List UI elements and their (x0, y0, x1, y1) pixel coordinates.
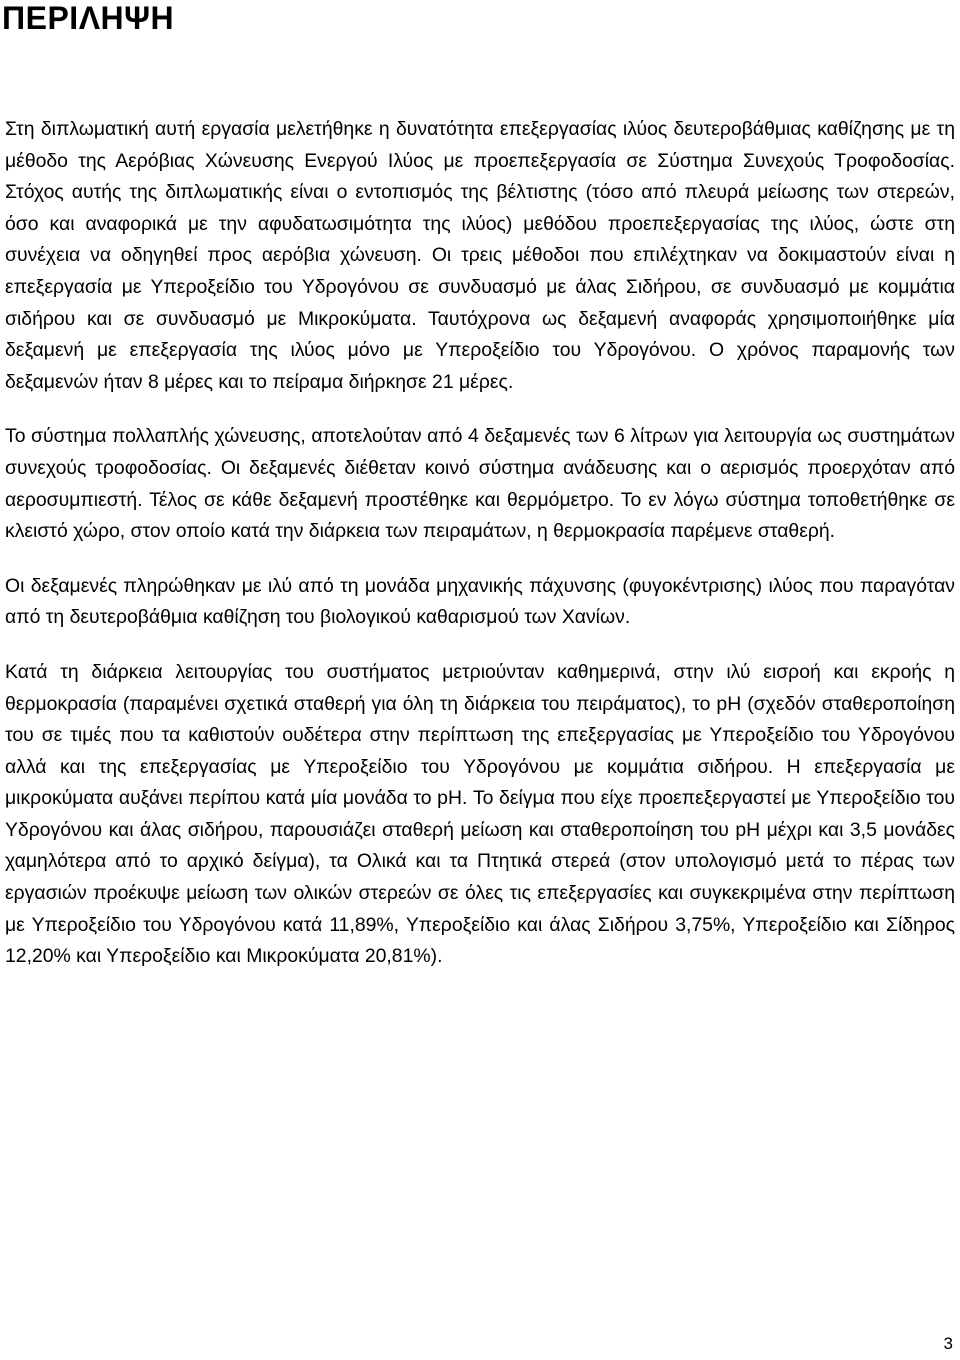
page-title: ΠΕΡΙΛΗΨΗ (2, 0, 175, 36)
page-number: 3 (943, 1334, 953, 1353)
paragraph-4: Κατά τη διάρκεια λειτουργίας του συστήματος μετριούνταν καθημερινά, στην ιλύ εισροή και εκροής η θερμοκρασία (παραμένει σχετικά σταθερή για όλη τη διάρκεια του πειράματος), το pH (σχεδόν σταθεροποίηση του σε τιμές που τα καθιστούν ουδέτερα στην περίπτωση της επεξεργασίας με Υπεροξείδιο του Υδρογόνου αλλά και της επεξεργασίας με Υπεροξείδιο του Υδρογόνου με κομμάτια σιδήρου. Η επεξεργασία με μικροκύματα αυξάνει περίπου κατά μία μονάδα το pH. Το δείγμα που είχε προεπεξεργαστεί με Υπεροξείδιο του Υδρογόνου και άλας σιδήρου, παρουσιάζει σταθερή μείωση και σταθεροποίηση του pH μέχρι και 3,5 μονάδες χαμηλότερα από το αρχικό δείγμα), τα Ολικά και τα Πτητικά στερεά (στον υπολογισμό μετά το πέρας των εργασιών προέκυψε μείωση των ολικών στερεών σε όλες τις επεξεργασίες και συγκεκριμένα στην περίπτωση με Υπεροξείδιο του Υδρογόνου κατά 11,89%, Υπεροξείδιο και άλας Σιδήρου 3,75%, Υπεροξείδιο και Σίδηρος 12,20% και Υπεροξείδιο και Μικροκύματα 20,81%). (5, 660, 955, 968)
abstract-body (5, 114, 955, 996)
paragraph-3: Οι δεξαμενές πληρώθηκαν με ιλύ από τη μονάδα μηχανικής πάχυνσης (φυγοκέντρισης) ιλύος που παραγόταν από τη δευτεροβάθμια καθίζηση του βιολογικού καθαρισμού των Χανίων. (5, 574, 955, 629)
paragraph-2: Το σύστημα πολλαπλής χώνευσης, αποτελούταν από 4 δεξαμενές των 6 λίτρων για λειτουργία ως συστημάτων συνεχούς τροφοδοσίας. Οι δεξαμενές διέθεταν κοινό σύστημα ανάδευσης και ο αερισμός προερχόταν από αεροσυμπιεστή. Τέλος σε κάθε δεξαμενή προστέθηκε και θερμόμετρο. Το εν λόγω σύστημα τοποθετήθηκε σε κλειστό χώρο, στον οποίο κατά την διάρκεια των πειραμάτων, η θερμοκρασία παρέμενε σταθερή. (5, 425, 955, 543)
paragraph-1: Στη διπλωματική αυτή εργασία μελετήθηκε η δυνατότητα επεξεργασίας ιλύος δευτεροβάθμιας καθίζησης με τη μέθοδο της Αερόβιας Χώνευσης Ενεργού Ιλύος με προεπεξεργασία σε Σύστημα Συνεχούς Τροφοδοσίας. Στόχος αυτής της διπλωματικής είναι ο εντοπισμός της βέλτιστης (τόσο από πλευρά μείωσης των στερεών, όσο και αναφορικά με την αφυδατωσιμότητα της ιλύος) μεθόδου προεπεξεργασίας της ιλύος, ώστε στη συνέχεια να οδηγηθεί προς αερόβια χώνευση. Οι τρεις μέθοδοι που επιλέχτηκαν να δοκιμαστούν είναι η επεξεργασία με Υπεροξείδιο του Υδρογόνου σε συνδυασμό με άλας Σιδήρου, σε συνδυασμό με κομμάτια σιδήρου και σε συνδυασμό με Μικροκύματα. Ταυτόχρονα ως δεξαμενή αναφοράς χρησιμοποιήθηκε μία δεξαμενή με επεξεργασία της ιλύος μόνο με Υπεροξείδιο του Υδρογόνου. Ο χρόνος παραμονής των δεξαμενών ήταν 8 μέρες και το πείραμα διήρκησε 21 μέρες. (5, 118, 955, 393)
